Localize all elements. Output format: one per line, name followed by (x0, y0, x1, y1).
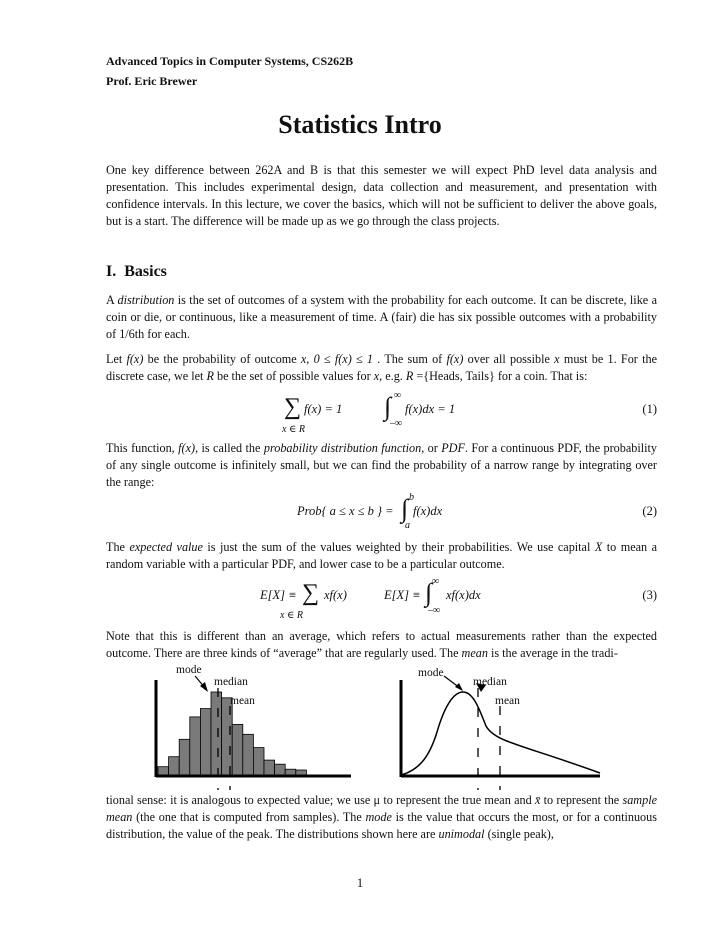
page-number: 1 (356, 876, 364, 890)
eq3-lower-limit: –∞ (428, 605, 441, 616)
eq1-upper-limit: ∞ (394, 390, 402, 401)
histogram-bar (232, 724, 243, 775)
summation-symbol: ∑ (302, 580, 320, 606)
continuous-curve-chart (401, 667, 600, 790)
paragraph-expected-value: The expected value is just the sum of the values weighted by their probabilities. We use capital X to mean a random variable with a particular PDF, and lower case to be a particular outcome. (106, 540, 657, 571)
histogram-bar (264, 760, 275, 775)
eq1-sum-expression: f(x) = 1 (304, 402, 343, 416)
histogram-bar (211, 692, 222, 775)
histogram-median-label: median (214, 676, 248, 688)
histogram-chart (156, 664, 351, 790)
equation-2 (297, 490, 664, 532)
equation-number-3: (3) (642, 588, 657, 602)
term-mode: mode (365, 810, 392, 824)
equation-number-2: (2) (642, 504, 657, 518)
term-unimodal: unimodal (438, 827, 485, 841)
histogram-bar (243, 734, 254, 775)
course-header: Advanced Topics in Computer Systems, CS262B (106, 54, 354, 68)
eq3-lhs-discrete: E[X] ≡ (260, 588, 297, 602)
eq3-integral-expression: xf(x)dx (446, 588, 481, 602)
eq1-sum-subscript: x ∈ R (282, 424, 305, 435)
term-sample-mean: sample mean (106, 793, 657, 824)
integral-symbol: ∫ (384, 392, 392, 421)
page-title: Statistics Intro (278, 110, 442, 139)
eq3-sum-subscript: x ∈ R (280, 610, 303, 621)
curve-median-label: median (473, 676, 507, 688)
paragraph-probability: Let f(x) be the probability of outcome x, 0 ≤ f(x) ≤ 1 . The sum of f(x) over all possible x must be 1. For the discrete case, we let R be the set of possible values for x, e.g. R ={Heads, Tails} for a coin. That is: (106, 352, 657, 383)
term-distribution: distribution (117, 293, 175, 307)
curve-mode-label: mode (418, 667, 444, 679)
equation-3 (260, 578, 664, 622)
histogram-mode-label: mode (176, 664, 202, 676)
histogram-bar (253, 748, 264, 775)
paragraph-averages: Note that this is different than an average, which refers to actual measurements rather than the expected outcome. There are three kinds of “average” that are regularly used. The mean is the average in the tradi- (106, 629, 657, 660)
integral-symbol: ∫ (401, 494, 409, 523)
section-title: Basics (124, 263, 167, 280)
histogram-mean-label: mean (230, 695, 255, 707)
eq1-lower-limit: –∞ (390, 418, 403, 429)
histogram-bar (200, 709, 211, 775)
distribution-figure (0, 660, 720, 792)
eq1-integral-expression: f(x)dx = 1 (405, 402, 456, 416)
paragraph-distribution: A distribution is the set of outcomes of a system with the probability for each outcome. It can be discrete, like a coin or die, or continuous, like a measurement of time. A (fair) die has six possible outcomes with a probability of 1/6th for each. (106, 293, 657, 341)
histogram-bar (169, 757, 180, 775)
eq2-lower-limit: a (405, 520, 410, 531)
histogram-bar (296, 770, 307, 775)
section-number: I. (106, 263, 117, 280)
integral-symbol: ∫ (425, 578, 433, 607)
histogram-bar (179, 739, 190, 775)
term-pdf-full: probability distribution function (263, 441, 422, 455)
eq2-upper-limit: b (409, 492, 414, 503)
histogram-bar (285, 769, 296, 775)
term-expected-value: expected value (129, 540, 203, 554)
histogram-bar (158, 767, 169, 775)
eq3-upper-limit: ∞ (432, 576, 440, 587)
eq2-lhs: Prob{ a ≤ x ≤ b } = (297, 504, 394, 518)
equation-number-1: (1) (642, 402, 657, 416)
eq2-integral-expression: f(x)dx (413, 504, 443, 518)
section-heading (106, 263, 167, 281)
curve-mode-arrowhead (455, 683, 463, 691)
histogram-bar (190, 717, 201, 775)
eq3-lhs-continuous: E[X] ≡ (384, 588, 421, 602)
term-pdf: PDF (441, 441, 465, 455)
equation-1 (282, 390, 664, 438)
curve-mean-label: mean (495, 695, 520, 707)
paragraph-pdf: This function, f(x), is called the probability distribution function, or PDF. For a continuous PDF, the probability of any single outcome is infinitely small, but we can find the probability of a narrow range by integrating over the range: (106, 441, 658, 489)
term-mean: mean (461, 646, 488, 660)
paragraph-mean-mode: tional sense: it is analogous to expected value; we use μ to represent the true mean and x̄ to represent the sample mean (the one that is computed from samples). The mode is the value that occurs the most, or for a continuous distribution, the value of the peak. The distributions shown here are unimodal (single peak), (106, 793, 657, 841)
summation-symbol: ∑ (284, 394, 302, 420)
professor-header: Prof. Eric Brewer (106, 74, 198, 88)
intro-paragraph: One key difference between 262A and B is that this semester we will expect PhD level data analysis and presentation. This includes experimental design, data collection and measurement, and presentation with confidence intervals. In this lecture, we cover the basics, which will not be sufficient to deliver the above goals, but is a start. The difference will be made up as we go through the class projects. (106, 163, 657, 228)
eq3-sum-expression: xf(x) (324, 588, 347, 602)
histogram-bar (275, 764, 286, 775)
